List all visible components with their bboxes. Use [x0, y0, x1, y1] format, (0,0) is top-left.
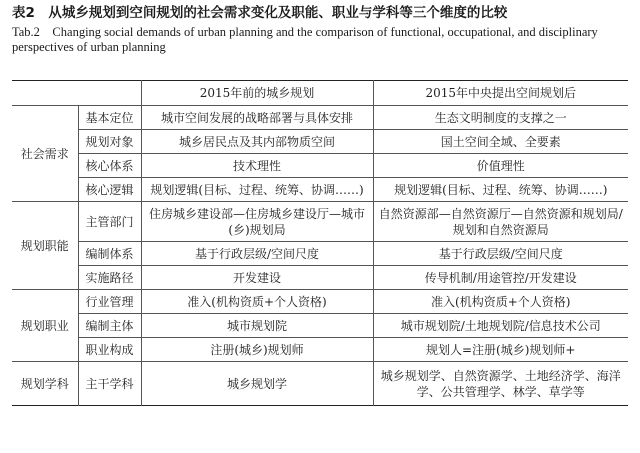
category-cell: 规划职业 — [12, 290, 78, 362]
item-cell: 核心逻辑 — [78, 178, 141, 202]
after-2015-cell: 城市规划院/土地规划院/信息技术公司 — [373, 314, 628, 338]
after-2015-cell: 城乡规划学、自然资源学、土地经济学、海洋学、公共管理学、林学、草学等 — [373, 362, 628, 406]
after-2015-cell: 自然资源部—自然资源厅—自然资源和规划局/规划和自然资源局 — [373, 202, 628, 242]
before-2015-cell: 注册(城乡)规划师 — [141, 338, 373, 362]
before-2015-cell: 城乡规划学 — [141, 362, 373, 406]
table-row — [12, 290, 628, 314]
header-corner — [12, 81, 141, 106]
before-2015-cell: 准入(机构资质+个人资格) — [141, 290, 373, 314]
table-row — [12, 338, 628, 362]
header-after-2015: 2015年中央提出空间规划后 — [373, 81, 628, 106]
table-row — [12, 202, 628, 242]
table-row — [12, 154, 628, 178]
after-2015-cell: 价值理性 — [373, 154, 628, 178]
header-before-2015: 2015年前的城乡规划 — [141, 81, 373, 106]
item-cell: 主干学科 — [78, 362, 141, 406]
before-2015-cell: 规划逻辑(目标、过程、统筹、协调……) — [141, 178, 373, 202]
table-row — [12, 106, 628, 130]
after-2015-cell: 基于行政层级/空间尺度 — [373, 242, 628, 266]
table-caption — [12, 4, 628, 55]
before-2015-cell: 基于行政层级/空间尺度 — [141, 242, 373, 266]
category-cell: 规划学科 — [12, 362, 78, 406]
header-row — [12, 81, 628, 106]
after-2015-cell: 传导机制/用途管控/开发建设 — [373, 266, 628, 290]
after-2015-cell: 国土空间全域、全要素 — [373, 130, 628, 154]
after-2015-cell: 规划人=注册(城乡)规划师+ — [373, 338, 628, 362]
table-row — [12, 130, 628, 154]
after-2015-cell: 生态文明制度的支撑之一 — [373, 106, 628, 130]
before-2015-cell: 住房城乡建设部—住房城乡建设厅—城市(乡)规划局 — [141, 202, 373, 242]
before-2015-cell: 城乡居民点及其内部物质空间 — [141, 130, 373, 154]
table-title-en: Tab.2 Changing social demands of urban planning and the comparison of functional, occupational, and disciplinary perspectives of urban planning — [12, 25, 598, 54]
before-2015-cell: 城市规划院 — [141, 314, 373, 338]
item-cell: 基本定位 — [78, 106, 141, 130]
item-cell: 主管部门 — [78, 202, 141, 242]
item-cell: 编制主体 — [78, 314, 141, 338]
item-cell: 职业构成 — [78, 338, 141, 362]
item-cell: 实施路径 — [78, 266, 141, 290]
after-2015-cell: 准入(机构资质+个人资格) — [373, 290, 628, 314]
comparison-table — [12, 80, 628, 406]
after-2015-cell: 规划逻辑(目标、过程、统筹、协调……) — [373, 178, 628, 202]
item-cell: 规划对象 — [78, 130, 141, 154]
before-2015-cell: 城市空间发展的战略部署与具体安排 — [141, 106, 373, 130]
table-row — [12, 178, 628, 202]
table-row — [12, 266, 628, 290]
table-body — [12, 106, 628, 406]
table-title-cn: 表2 从城乡规划到空间规划的社会需求变化及职能、职业与学科等三个维度的比较 — [12, 5, 508, 21]
item-cell: 编制体系 — [78, 242, 141, 266]
table-row — [12, 242, 628, 266]
table-header — [12, 81, 628, 106]
table-row — [12, 362, 628, 406]
before-2015-cell: 开发建设 — [141, 266, 373, 290]
category-cell: 社会需求 — [12, 106, 78, 202]
table-row — [12, 314, 628, 338]
item-cell: 行业管理 — [78, 290, 141, 314]
before-2015-cell: 技术理性 — [141, 154, 373, 178]
item-cell: 核心体系 — [78, 154, 141, 178]
category-cell: 规划职能 — [12, 202, 78, 290]
